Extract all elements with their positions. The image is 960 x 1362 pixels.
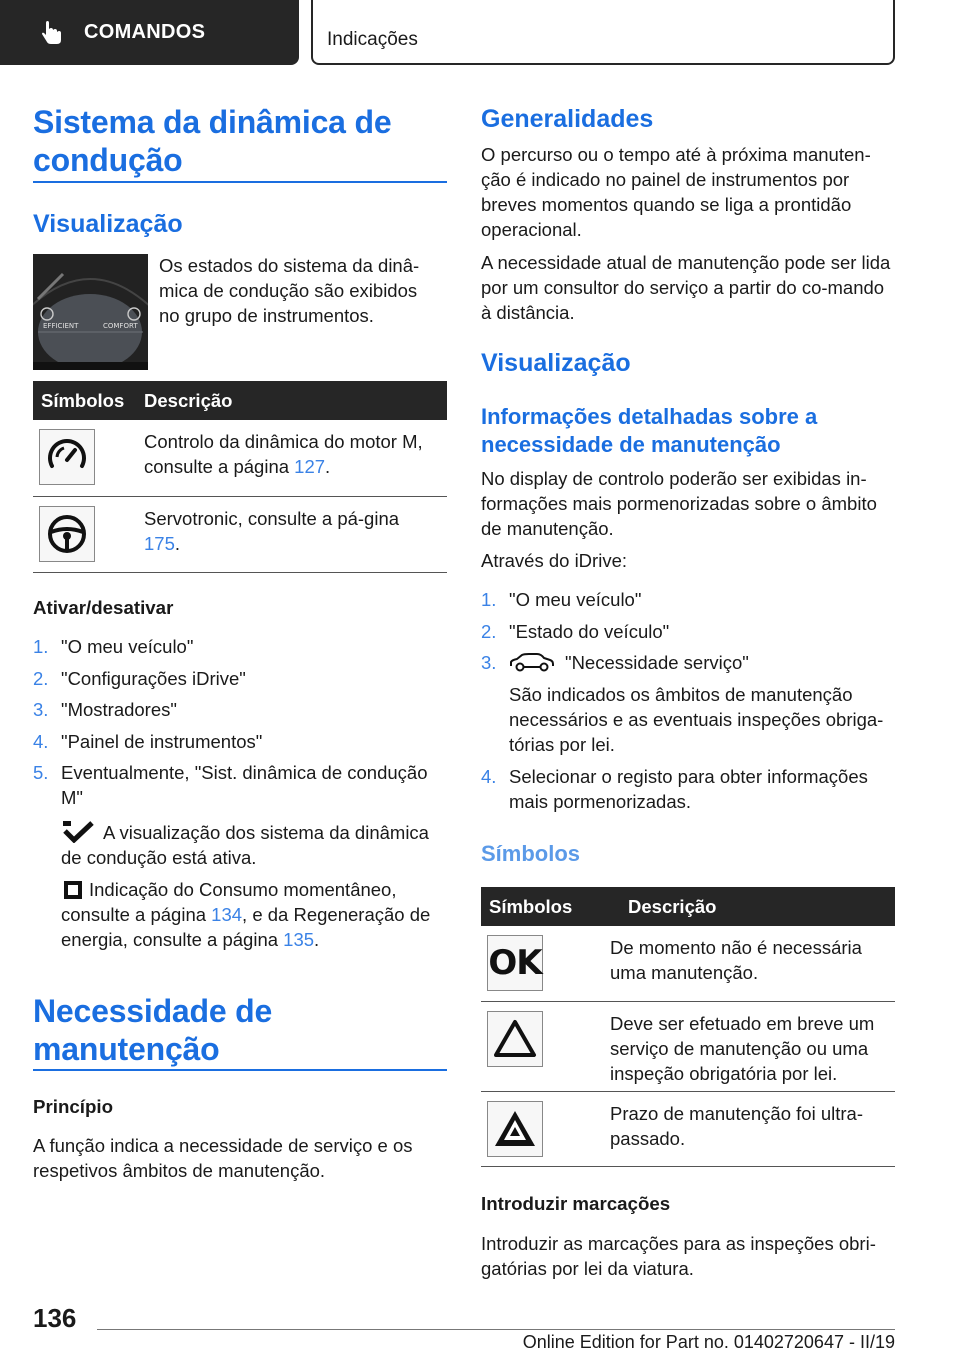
- row-text: Controlo da dinâmica do motor M, consulte a página: [144, 431, 423, 477]
- edition-text: Online Edition for Part no. 01402720647 - II/19: [522, 1332, 895, 1352]
- table-header-description: Descrição: [141, 381, 447, 420]
- page-link[interactable]: 134: [211, 904, 243, 925]
- page-link[interactable]: 127: [294, 456, 326, 477]
- steering-wheel-icon: [39, 506, 95, 562]
- idrive-steps: [481, 587, 895, 820]
- subsection-tab: [311, 0, 895, 65]
- ok-icon: OK: [487, 935, 543, 991]
- hazard-triangle-icon: [487, 1101, 543, 1157]
- list-item: 1. "O meu veículo": [33, 636, 194, 657]
- table-row: [481, 1091, 895, 1166]
- warning-triangle-icon: [487, 1011, 543, 1067]
- chapter-title-driving-dynamics: Sistema da dinâmica de condução: [33, 104, 392, 178]
- page-link[interactable]: 135: [283, 929, 315, 950]
- list-item: 5. Eventualmente, "Sist. dinâmica de condução M": [33, 762, 428, 808]
- heading-visualizacao: Visualização: [33, 210, 183, 238]
- table-row: [481, 926, 895, 1001]
- generalidades-p2: A necessidade atual de manutenção pode ser lida por um consultor do serviço a partir do co-mando à distância.: [481, 252, 891, 323]
- informacoes-p1: No display de controlo poderão ser exibidas in-formações mais pormenorizadas sobre o âmbito de manutenção.: [481, 468, 877, 539]
- heading-informacoes: Informações detalhadas sobre a necessidade de manutenção: [481, 404, 818, 457]
- car-icon: [509, 652, 555, 672]
- list-item: 3. "Necessidade serviço" São indicados os âmbitos de manutenção necessários e as eventuais inspeções obriga-tórias por lei.: [481, 650, 895, 757]
- symbols-table-left: [33, 381, 447, 573]
- note-consumption: Indicação do Consumo momentâneo, consulte a página 134, e da Regeneração de energia, consulte a página 135.: [61, 879, 431, 950]
- ativar-steps: [33, 634, 447, 817]
- list-item: 4. Selecionar o registo para obter informações mais pormenorizadas.: [481, 765, 868, 812]
- page-link[interactable]: 175: [144, 532, 175, 554]
- hand-pointer-icon: [38, 19, 66, 47]
- informacoes-p2: Através do iDrive:: [481, 550, 627, 571]
- heading-simbolos: Símbolos: [481, 841, 581, 866]
- introduzir-text: Introduzir as marcações para as inspeções obri-gatórias por lei da viatura.: [481, 1233, 876, 1279]
- table-row: [481, 1001, 895, 1091]
- heading-generalidades: Generalidades: [481, 105, 654, 133]
- page-number: 136: [33, 1303, 77, 1333]
- chapter-rule: [33, 181, 447, 183]
- symbols-table-right: [481, 887, 895, 1167]
- table-header-description: Descrição: [607, 887, 895, 926]
- speedometer-icon: [39, 429, 95, 485]
- footer-rule: [97, 1329, 895, 1330]
- instrument-cluster-image: [33, 254, 148, 370]
- note-active: A visualização dos sistema da dinâmica de condução está ativa.: [61, 822, 429, 868]
- heading-introduzir: Introduzir marcações: [481, 1193, 671, 1214]
- row-text: Servotronic, consulte a pá-gina: [144, 507, 400, 529]
- list-item: 3. "Mostradores": [33, 699, 177, 720]
- list-item: 2. "Configurações iDrive": [33, 667, 246, 689]
- list-item: 4. "Painel de instrumentos": [33, 730, 263, 752]
- list-item: 2. "Estado do veículo": [481, 620, 670, 642]
- checkmark-icon: [63, 821, 97, 843]
- heading-visualizacao-right: Visualização: [481, 349, 631, 377]
- row-text: De momento não é necessária uma manutenção.: [607, 926, 895, 1001]
- row-text: Prazo de manutenção foi ultra-passado.: [607, 1091, 895, 1166]
- cluster-label-efficient: EFFICIENT: [43, 322, 79, 330]
- section-tab: [0, 0, 299, 65]
- row-text: Deve ser efetuado em breve um serviço de manutenção ou uma inspeção obrigatória por lei.: [607, 1001, 895, 1091]
- cluster-label-comfort: COMFORT: [103, 322, 138, 330]
- chapter-rule: [33, 1069, 447, 1071]
- section-title: COMANDOS: [84, 21, 206, 43]
- step3-detail: São indicados os âmbitos de manutenção necessários e as eventuais inspeções obriga-tórias por lei.: [509, 684, 884, 755]
- subsection-title: Indicações: [327, 29, 418, 50]
- visualizacao-text: Os estados do sistema da dinâ-mica de condução são exibidos no grupo de instrumentos.: [159, 255, 420, 326]
- table-row: Servotronic, consulte a pá-gina 175.: [33, 496, 447, 572]
- heading-ativar: Ativar/desativar: [33, 597, 174, 618]
- table-header-symbols: Símbolos: [33, 381, 141, 420]
- square-icon: [63, 880, 83, 900]
- principio-text: A função indica a necessidade de serviço e os respetivos âmbitos de manutenção.: [33, 1135, 413, 1181]
- table-row: Controlo da dinâmica do motor M, consulte a página 127.: [33, 420, 447, 496]
- table-header-symbols: Símbolos: [481, 887, 607, 926]
- generalidades-p1: O percurso ou o tempo até à próxima manuten-ção é indicado no painel de instrumentos por breves momentos quando se liga a prontidão operacional.: [481, 144, 871, 240]
- heading-principio: Princípio: [33, 1096, 114, 1117]
- list-item: 1. "O meu veículo": [481, 589, 642, 610]
- chapter-title-maintenance: Necessidade de manutenção: [33, 993, 273, 1067]
